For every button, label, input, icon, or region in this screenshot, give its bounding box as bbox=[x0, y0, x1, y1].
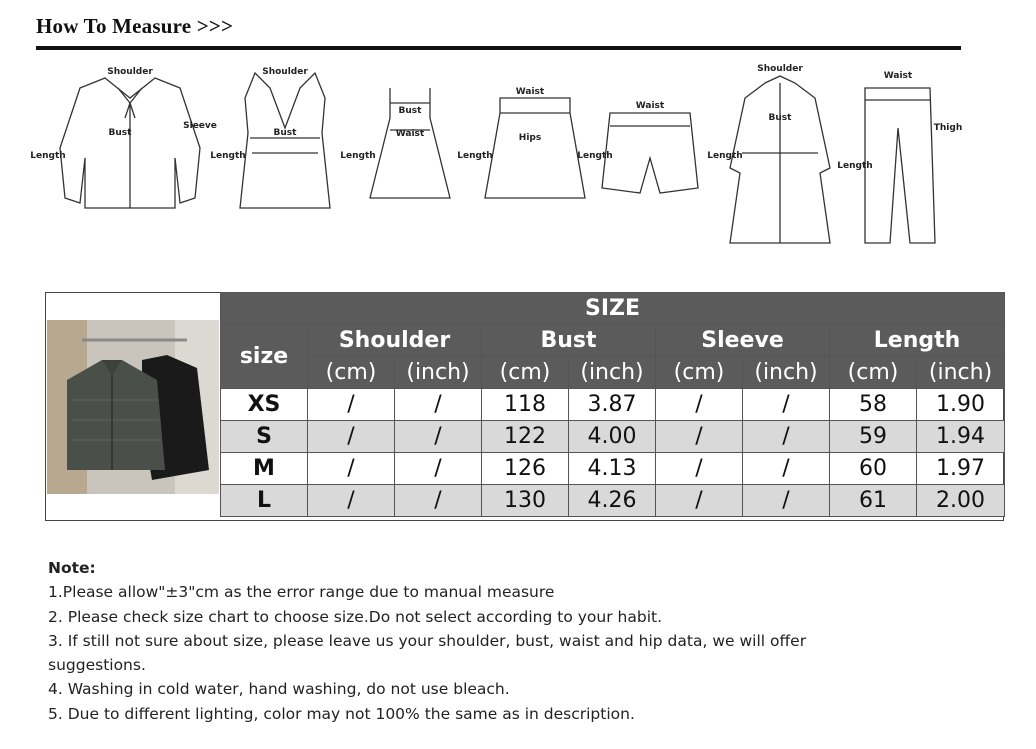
unit-header: (inch) bbox=[917, 357, 1005, 389]
pants-label-length: Length bbox=[837, 161, 873, 171]
skirt-label-waist: Waist bbox=[515, 87, 545, 97]
size-table bbox=[220, 292, 1005, 517]
product-photo-svg bbox=[47, 320, 219, 494]
note-line: 4. Washing in cold water, hand washing, do not use bleach. bbox=[48, 680, 510, 699]
table-cell: / bbox=[656, 453, 743, 485]
size-label: S bbox=[221, 421, 308, 453]
note-line: 5. Due to different lighting, color may not 100% the same as in description. bbox=[48, 704, 635, 723]
unit-header: (inch) bbox=[569, 357, 656, 389]
pants-diagram bbox=[865, 88, 935, 243]
table-cell: 1.97 bbox=[917, 453, 1005, 485]
dress-label-waist: Waist bbox=[395, 129, 425, 139]
shorts-label-length: Length bbox=[577, 151, 613, 161]
shirt-diagram bbox=[60, 78, 200, 208]
sleeve-header: Sleeve bbox=[656, 325, 830, 357]
size-label: M bbox=[221, 453, 308, 485]
table-cell: 122 bbox=[482, 421, 569, 453]
table-cell: / bbox=[656, 421, 743, 453]
unit-header: (cm) bbox=[482, 357, 569, 389]
size-label: XS bbox=[221, 389, 308, 421]
unit-header: (cm) bbox=[656, 357, 743, 389]
table-row bbox=[221, 389, 1005, 421]
skirt-label-hips: Hips bbox=[518, 133, 542, 143]
dress-diagram bbox=[370, 88, 450, 198]
table-cell: 1.90 bbox=[917, 389, 1005, 421]
pants-label-thigh: Thigh bbox=[933, 123, 963, 133]
table-row bbox=[221, 421, 1005, 453]
table-cell: 60 bbox=[830, 453, 917, 485]
unit-header: (cm) bbox=[830, 357, 917, 389]
table-cell: / bbox=[395, 453, 482, 485]
size-label: L bbox=[221, 485, 308, 517]
table-cell: / bbox=[308, 421, 395, 453]
table-cell: 59 bbox=[830, 421, 917, 453]
table-cell: / bbox=[743, 485, 830, 517]
table-cell: 118 bbox=[482, 389, 569, 421]
vest-diagram bbox=[240, 73, 330, 208]
table-cell: 126 bbox=[482, 453, 569, 485]
dress-label-bust: Bust bbox=[398, 106, 422, 116]
table-cell: / bbox=[656, 389, 743, 421]
vest-label-length: Length bbox=[210, 151, 246, 161]
notes-title: Note: bbox=[48, 559, 96, 577]
measure-diagrams-svg bbox=[30, 58, 980, 258]
shorts-label-waist: Waist bbox=[635, 101, 665, 111]
dress-label-length: Length bbox=[340, 151, 376, 161]
table-cell: 3.87 bbox=[569, 389, 656, 421]
length-header: Length bbox=[830, 325, 1005, 357]
coat-label-length: Length bbox=[707, 151, 743, 161]
shirt-label-sleeve: Sleeve bbox=[183, 121, 217, 131]
table-cell: 4.13 bbox=[569, 453, 656, 485]
table-cell: 4.00 bbox=[569, 421, 656, 453]
vest-label-bust: Bust bbox=[273, 128, 297, 138]
notes-section bbox=[48, 556, 848, 726]
table-cell: / bbox=[308, 453, 395, 485]
table-cell: / bbox=[395, 389, 482, 421]
coat-label-bust: Bust bbox=[768, 113, 792, 123]
table-cell: / bbox=[743, 421, 830, 453]
table-cell: / bbox=[395, 421, 482, 453]
bust-header: Bust bbox=[482, 325, 656, 357]
vest-label-shoulder: Shoulder bbox=[262, 67, 308, 77]
table-cell: 61 bbox=[830, 485, 917, 517]
table-row bbox=[221, 485, 1005, 517]
table-cell: 58 bbox=[830, 389, 917, 421]
measure-diagrams bbox=[30, 58, 980, 258]
table-cell: 1.94 bbox=[917, 421, 1005, 453]
table-cell: / bbox=[308, 389, 395, 421]
title-divider bbox=[36, 46, 961, 50]
size-column-header: size bbox=[221, 325, 308, 389]
shorts-diagram bbox=[602, 113, 698, 193]
coat-label-shoulder: Shoulder bbox=[757, 64, 803, 74]
shirt-label-shoulder: Shoulder bbox=[107, 67, 153, 77]
size-table-title: SIZE bbox=[221, 293, 1005, 325]
table-cell: / bbox=[395, 485, 482, 517]
product-photo bbox=[47, 320, 219, 494]
unit-header: (inch) bbox=[395, 357, 482, 389]
table-cell: / bbox=[308, 485, 395, 517]
page-title: How To Measure >>> bbox=[36, 14, 234, 38]
unit-header: (cm) bbox=[308, 357, 395, 389]
shoulder-header: Shoulder bbox=[308, 325, 482, 357]
table-cell: 4.26 bbox=[569, 485, 656, 517]
pants-label-waist: Waist bbox=[883, 71, 913, 81]
shirt-label-bust: Bust bbox=[108, 128, 132, 138]
table-cell: / bbox=[743, 453, 830, 485]
note-line: 3. If still not sure about size, please leave us your shoulder, bust, waist and hip data, we will offer bbox=[48, 631, 807, 650]
table-cell: 130 bbox=[482, 485, 569, 517]
table-cell: / bbox=[743, 389, 830, 421]
coat-diagram bbox=[730, 76, 830, 243]
skirt-diagram bbox=[485, 98, 585, 198]
unit-header: (inch) bbox=[743, 357, 830, 389]
table-cell: 2.00 bbox=[917, 485, 1005, 517]
note-line: suggestions. bbox=[48, 656, 146, 675]
note-line: 1.Please allow"±3"cm as the error range due to manual measure bbox=[48, 583, 555, 602]
table-cell: / bbox=[656, 485, 743, 517]
skirt-label-length: Length bbox=[457, 151, 493, 161]
note-line: 2. Please check size chart to choose size.Do not select according to your habit. bbox=[48, 607, 663, 626]
shirt-label-length: Length bbox=[30, 151, 66, 161]
table-row bbox=[221, 453, 1005, 485]
